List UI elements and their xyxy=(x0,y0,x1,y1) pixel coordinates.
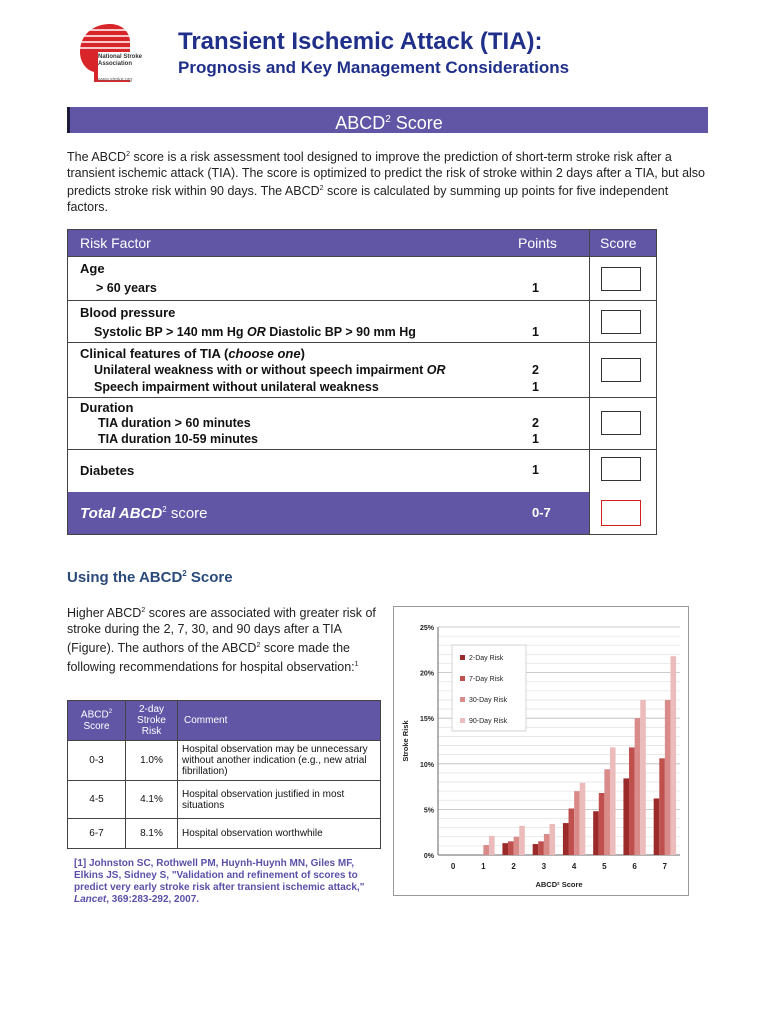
score-column-divider xyxy=(589,230,590,534)
bar xyxy=(544,834,550,855)
row-clinical-features xyxy=(68,342,656,397)
legend-label: 2-Day Risk xyxy=(469,655,504,662)
bar xyxy=(623,778,629,855)
obs-header-score: ABCD$^2$ Score xyxy=(68,701,126,741)
x-axis-label: ABCD² Score xyxy=(535,880,583,889)
bar xyxy=(574,791,580,855)
x-tick-label: 6 xyxy=(632,862,637,871)
clinical-score-box[interactable] xyxy=(601,358,641,382)
x-tick-label: 2 xyxy=(511,862,516,871)
legend-label: 30-Day Risk xyxy=(469,697,508,704)
age-score-box[interactable] xyxy=(601,267,641,291)
row-duration xyxy=(68,397,656,449)
duration-criteria-2: TIA duration 10-59 minutes xyxy=(98,432,258,446)
diabetes-points: 1 xyxy=(532,463,539,477)
clinical-criteria-1: Unilateral weakness with or without speech impairment OR xyxy=(94,363,446,377)
bar xyxy=(593,811,599,855)
stroke-risk-chart xyxy=(393,606,689,896)
bar xyxy=(502,843,508,855)
factor-diabetes: Diabetes xyxy=(80,463,135,478)
bar xyxy=(563,823,569,855)
y-tick-label: 15% xyxy=(419,716,434,724)
clinical-criteria-2: Speech impairment without unilateral weakness xyxy=(94,380,379,394)
clinical-points-1: 2 xyxy=(532,363,539,377)
table-row xyxy=(68,781,381,819)
page-subtitle: Prognosis and Key Management Considerations xyxy=(178,58,570,77)
bp-criteria: Systolic BP > 140 mm Hg OR Diastolic BP > 90 mm Hg xyxy=(94,325,416,339)
clinical-points-2: 1 xyxy=(532,380,539,394)
observation-table xyxy=(67,700,381,849)
duration-score-box[interactable] xyxy=(601,411,641,435)
bar xyxy=(665,700,671,855)
duration-criteria-1: TIA duration > 60 minutes xyxy=(98,416,251,430)
row-diabetes xyxy=(68,449,656,492)
total-score-label: Total ABCD$^2$ score xyxy=(80,505,208,522)
diabetes-score-box[interactable] xyxy=(601,457,641,481)
x-tick-label: 1 xyxy=(481,862,486,871)
obs-risk: 1.0% xyxy=(126,741,178,781)
obs-score: 4-5 xyxy=(68,781,126,819)
using-paragraph: Higher ABCD$^2$ scores are associated with greater risk of stroke during the 2, 7, 30, and 90 days after a TIA (Figure). The authors of the ABCD$^2$ score made the following recommendations for hospital observation:$^1$ xyxy=(67,606,376,674)
age-points: 1 xyxy=(532,281,539,295)
bar xyxy=(610,747,616,855)
total-score-row xyxy=(68,492,589,534)
legend-label: 7-Day Risk xyxy=(469,676,504,683)
table-row xyxy=(68,819,381,849)
obs-score: 0-3 xyxy=(68,741,126,781)
logo-text: National Stroke Association xyxy=(98,54,143,67)
bar xyxy=(538,841,544,855)
legend-swatch xyxy=(460,697,465,702)
y-axis-label: Stroke Risk xyxy=(401,720,410,762)
bp-score-box[interactable] xyxy=(601,310,641,334)
bar xyxy=(549,824,555,855)
legend-label: 90-Day Risk xyxy=(469,718,508,725)
y-tick-label: 0% xyxy=(423,853,434,860)
duration-points-1: 2 xyxy=(532,416,539,430)
factor-age: Age xyxy=(80,261,105,276)
legend-swatch xyxy=(460,655,465,660)
logo-url: www.stroke.org xyxy=(98,77,133,83)
bar xyxy=(629,747,635,855)
header-points: Points xyxy=(518,235,557,251)
bp-points: 1 xyxy=(532,325,539,339)
x-tick-label: 4 xyxy=(571,862,577,871)
using-heading: Using the ABCD$^2$ Score xyxy=(67,569,233,586)
obs-comment: Hospital observation may be unnecessary without another indication (e.g., new atrial fibrillation) xyxy=(178,741,381,781)
table-row xyxy=(68,741,381,781)
y-tick-label: 10% xyxy=(419,761,434,769)
y-tick-label: 20% xyxy=(419,670,434,678)
x-tick-label: 7 xyxy=(662,862,668,871)
factor-clinical-features: Clinical features of TIA (choose one) xyxy=(80,346,305,361)
duration-points-2: 1 xyxy=(532,432,539,446)
reference-citation: [1] Johnston SC, Rothwell PM, Huynh-Huynh MN, Giles MF, Elkins JS, Sidney S, "Validation and refinement of scores to predict very early stroke risk after transient ischemic attack," Lancet, 369:283-292, 2007. xyxy=(74,858,365,905)
legend-swatch xyxy=(460,676,465,681)
header-score: Score xyxy=(600,235,637,251)
total-score-range: 0-7 xyxy=(532,505,551,520)
intro-paragraph: The ABCD$^2$ score is a risk assessment tool designed to improve the prediction of short-term stroke risk after a transient ischemic attack (TIA). The score is optimized to predict the risk of stroke within 2 days after a TIA, but also predicts stroke risk within 90 days. The ABCD$^2$ score is calculated by summing up points for five independent factors. xyxy=(67,150,705,215)
factor-blood-pressure: Blood pressure xyxy=(80,305,176,320)
legend-swatch xyxy=(460,718,465,723)
bar xyxy=(604,769,610,855)
section-banner-abcd2: ABCD$^2$ Score xyxy=(67,107,708,133)
stroke-risk-chart-svg xyxy=(394,607,690,897)
obs-risk: 4.1% xyxy=(126,781,178,819)
y-tick-label: 5% xyxy=(423,807,434,815)
obs-header-comment: Comment xyxy=(178,701,381,741)
bar xyxy=(483,845,489,855)
y-tick-label: 25% xyxy=(419,625,434,632)
obs-comment: Hospital observation justified in most situations xyxy=(178,781,381,819)
bar xyxy=(514,837,520,855)
bar xyxy=(599,793,605,855)
risk-factor-table xyxy=(67,229,657,535)
header-risk-factor: Risk Factor xyxy=(80,235,151,251)
bar xyxy=(640,700,646,855)
x-tick-label: 5 xyxy=(602,862,607,871)
row-age xyxy=(68,256,656,300)
bar xyxy=(519,826,525,855)
page-title: Transient Ischemic Attack (TIA): xyxy=(178,28,543,55)
age-criteria: > 60 years xyxy=(96,281,157,295)
bar xyxy=(569,808,575,855)
factor-duration: Duration xyxy=(80,400,134,415)
bar xyxy=(580,783,586,855)
x-tick-label: 0 xyxy=(450,862,456,871)
bar xyxy=(635,718,641,855)
row-blood-pressure xyxy=(68,300,656,342)
x-tick-label: 3 xyxy=(541,862,547,871)
obs-comment: Hospital observation worthwhile xyxy=(178,819,381,849)
bar xyxy=(670,656,676,855)
bar xyxy=(508,841,514,855)
bar xyxy=(489,836,495,855)
total-score-box[interactable] xyxy=(601,500,641,526)
obs-risk: 8.1% xyxy=(126,819,178,849)
bar xyxy=(659,758,665,855)
bar xyxy=(533,844,539,855)
bar xyxy=(654,798,660,855)
obs-score: 6-7 xyxy=(68,819,126,849)
obs-header-risk: 2-day Stroke Risk xyxy=(126,701,178,741)
risk-table-header xyxy=(68,230,656,256)
